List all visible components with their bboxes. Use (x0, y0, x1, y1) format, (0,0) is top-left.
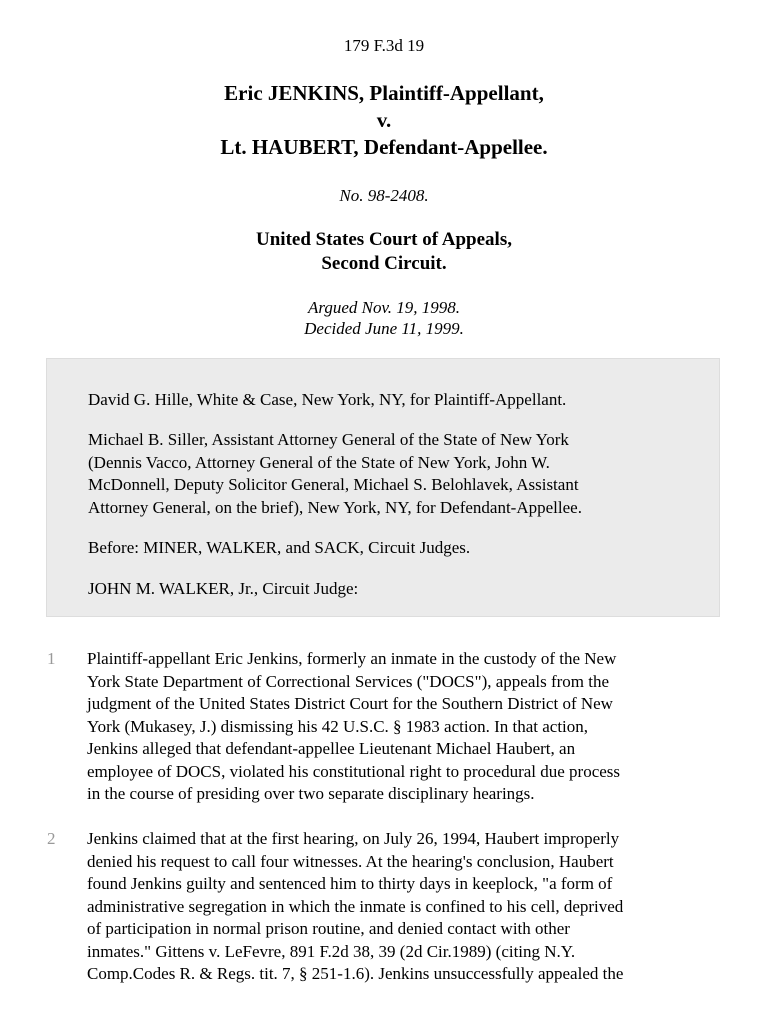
paragraph-line: Jenkins alleged that defendant-appellee Lieutenant Michael Haubert, an (87, 739, 576, 758)
paragraph-line: Comp.Codes R. & Regs. tit. 7, § 251-1.6). Jenkins unsuccessfully appealed the (87, 964, 624, 983)
court-name (0, 228, 768, 276)
counsel-plaintiff (88, 389, 708, 412)
caption-defendant: Lt. HAUBERT, Defendant-Appellee. (220, 135, 548, 159)
argued-date: Argued Nov. 19, 1998. (307, 298, 461, 317)
panel-judges-text: Before: MINER, WALKER, and SACK, Circuit Judges. (88, 538, 471, 557)
paragraph-line: of participation in normal prison routine, and denied contact with other (87, 919, 570, 938)
caption-plaintiff: Eric JENKINS, Plaintiff-Appellant, (224, 81, 544, 105)
paragraph-text (87, 828, 721, 986)
counsel-defendant-line: McDonnell, Deputy Solicitor General, Michael S. Belohlavek, Assistant (88, 475, 579, 494)
counsel-plaintiff-text: David G. Hille, White & Case, New York, NY, for Plaintiff-Appellant. (88, 390, 567, 409)
paragraph-number: 1 (47, 649, 56, 668)
paragraph-number: 2 (47, 829, 56, 848)
court-name-line-2: Second Circuit. (321, 253, 447, 274)
paragraph-line: found Jenkins guilty and sentenced him to thirty days in keeplock, "a form of (87, 874, 613, 893)
paragraph-line: Plaintiff-appellant Eric Jenkins, formerly an inmate in the custody of the New (87, 649, 617, 668)
counsel-defendant-line: Michael B. Siller, Assistant Attorney General of the State of New York (88, 430, 569, 449)
counsel-box (46, 358, 720, 617)
caption-versus: v. (376, 108, 392, 132)
court-name-line-1: United States Court of Appeals, (256, 229, 512, 250)
paragraph-line: in the course of presiding over two separate disciplinary hearings. (87, 784, 535, 803)
paragraph-line: administrative segregation in which the inmate is confined to his cell, deprived (87, 896, 624, 916)
paragraph-line: inmates." Gittens v. LeFevre, 891 F.2d 38, 39 (2d Cir.1989) (citing N.Y. (87, 941, 576, 961)
paragraph-line: York State Department of Correctional Services ("DOCS"), appeals from the (87, 671, 610, 691)
panel-judges (88, 537, 708, 560)
paragraph-line: judgment of the United States District Court for the Southern District of New (87, 694, 613, 713)
paragraph-line: denied his request to call four witnesses. At the hearing's conclusion, Haubert (87, 851, 614, 871)
case-caption (0, 80, 768, 161)
case-dates (0, 297, 768, 339)
opinion-author-text: JOHN M. WALKER, Jr., Circuit Judge: (88, 579, 359, 598)
case-citation: 179 F.3d 19 (343, 36, 425, 55)
decided-date: Decided June 11, 1999. (304, 319, 464, 338)
counsel-defendant (88, 429, 708, 519)
paragraph-text (87, 648, 721, 806)
paragraph-line: York (Mukasey, J.) dismissing his 42 U.S.C. § 1983 action. In that action, (87, 716, 589, 736)
paragraph-line: employee of DOCS, violated his constitutional right to procedural due process (87, 761, 621, 781)
docket-number: No. 98-2408. (339, 186, 429, 205)
counsel-defendant-line: Attorney General, on the brief), New York, NY, for Defendant-Appellee. (88, 497, 582, 517)
paragraph-line: Jenkins claimed that at the first hearing, on July 26, 1994, Haubert improperly (87, 829, 620, 848)
opinion-author (88, 578, 708, 601)
counsel-defendant-line: (Dennis Vacco, Attorney General of the State of New York, John W. (88, 452, 550, 472)
